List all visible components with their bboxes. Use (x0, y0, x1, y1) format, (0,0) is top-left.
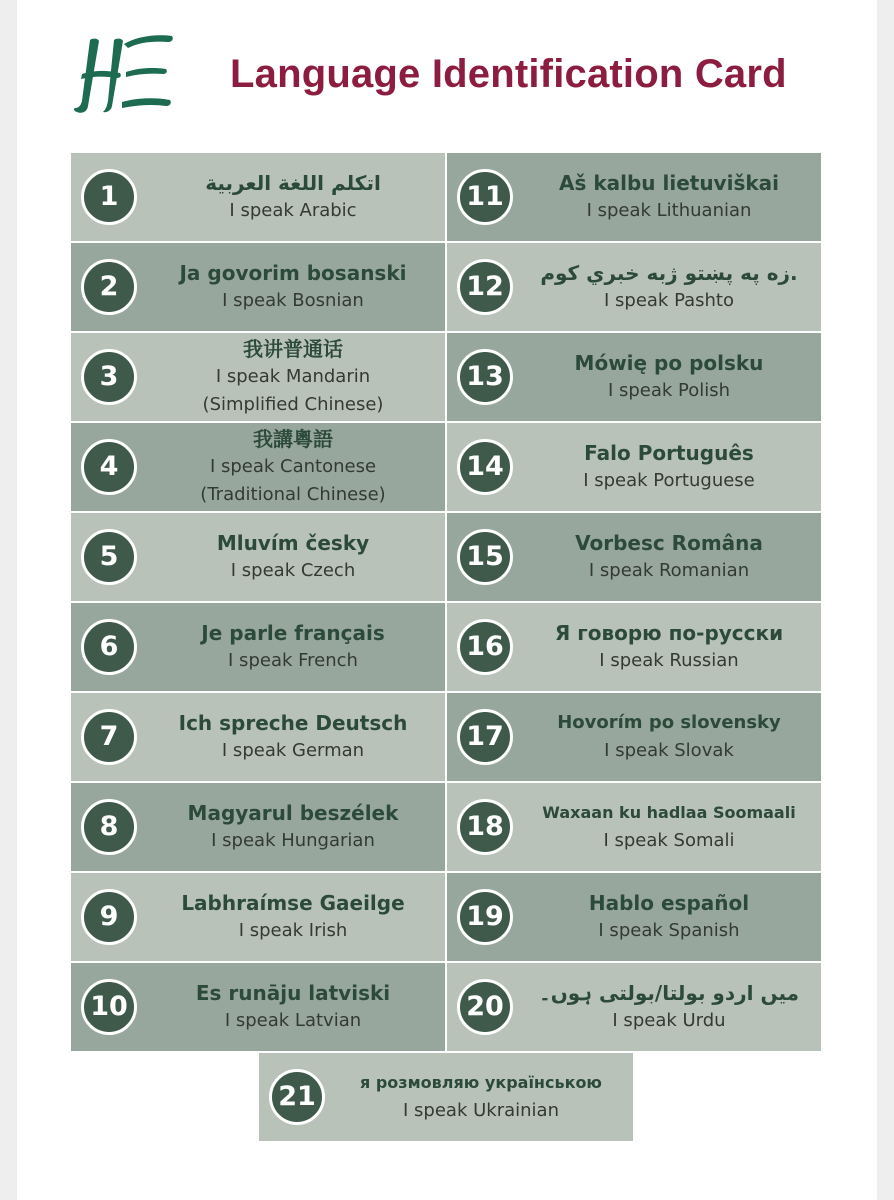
english-phrase: I speak Urdu (612, 1010, 726, 1031)
number-badge: 17 (457, 709, 513, 765)
english-phrase: I speak Cantonese (209, 456, 377, 477)
english-phrase: I speak Lithuanian (586, 200, 752, 221)
number-badge: 16 (457, 619, 513, 675)
english-phrase: I speak Romanian (588, 560, 750, 581)
number-badge: 6 (81, 619, 137, 675)
number-badge: 7 (81, 709, 137, 765)
number-badge: 2 (81, 259, 137, 315)
english-phrase: I speak Polish (607, 380, 731, 401)
language-grid (70, 152, 822, 1052)
native-phrase: Vorbesc Româna (575, 531, 763, 555)
native-phrase: Labhraímse Gaeilge (181, 891, 405, 915)
native-phrase: Я говорю по-русски (554, 621, 784, 645)
english-phrase: I speak Portuguese (583, 470, 755, 491)
hse-logo-icon (68, 32, 176, 118)
number-badge: 18 (457, 799, 513, 855)
language-cell-10 (70, 962, 446, 1052)
english-phrase: I speak Bosnian (222, 290, 364, 311)
english-phrase: I speak Hungarian (211, 830, 375, 851)
number-badge: 11 (457, 169, 513, 225)
language-cell-20 (446, 962, 822, 1052)
english-phrase: I speak Arabic (229, 200, 357, 221)
native-phrase: Mluvím česky (216, 531, 370, 555)
language-cell-6 (70, 602, 446, 692)
native-phrase: Mówię po polsku (574, 351, 764, 375)
native-phrase: Magyarul beszélek (187, 801, 399, 825)
language-cell-19 (446, 872, 822, 962)
native-phrase: اتكلم اللغة العربية (205, 171, 381, 195)
language-cell-11 (446, 152, 822, 242)
english-phrase: I speak Latvian (224, 1010, 362, 1031)
number-badge: 19 (457, 889, 513, 945)
native-phrase: Falo Português (584, 441, 754, 465)
native-phrase: Je parle français (201, 621, 385, 645)
language-cell-8 (70, 782, 446, 872)
number-badge: 15 (457, 529, 513, 585)
english-phrase: I speak Pashto (603, 290, 735, 311)
language-cell-17 (446, 692, 822, 782)
number-badge: 8 (81, 799, 137, 855)
native-phrase: Hovorím po slovensky (557, 712, 781, 733)
native-phrase: Hablo español (588, 891, 750, 915)
number-badge: 20 (457, 979, 513, 1035)
native-phrase: Ja govorim bosanski (179, 261, 407, 285)
language-cell-21 (258, 1052, 634, 1142)
number-badge: 10 (81, 979, 137, 1035)
english-phrase: I speak Czech (230, 560, 356, 581)
language-cell-16 (446, 602, 822, 692)
english-phrase: I speak Russian (599, 650, 739, 671)
language-cell-15 (446, 512, 822, 602)
page-title: Language Identification Card (230, 52, 787, 96)
number-badge: 21 (269, 1069, 325, 1125)
language-cell-2 (70, 242, 446, 332)
language-cell-18 (446, 782, 822, 872)
english-phrase: I speak Somali (603, 830, 735, 851)
language-cell-7 (70, 692, 446, 782)
english-phrase: I speak French (228, 650, 358, 671)
number-badge: 13 (457, 349, 513, 405)
native-phrase: я розмовляю українською (360, 1073, 602, 1092)
language-cell-4 (70, 422, 446, 512)
native-phrase: میں اردو بولتا/بولتی ہوں۔ (538, 981, 800, 1005)
number-badge: 4 (81, 439, 137, 495)
language-cell-1 (70, 152, 446, 242)
english-phrase: I speak Ukrainian (403, 1100, 559, 1121)
language-cell-9 (70, 872, 446, 962)
language-cell-5 (70, 512, 446, 602)
language-cell-13 (446, 332, 822, 422)
english-phrase: I speak Irish (238, 920, 348, 941)
native-phrase: زه په پښتو ژبه خبري کوم. (540, 261, 798, 285)
english-phrase-note: (Simplified Chinese) (202, 394, 384, 415)
number-badge: 9 (81, 889, 137, 945)
english-phrase: I speak Spanish (598, 920, 740, 941)
number-badge: 5 (81, 529, 137, 585)
number-badge: 12 (457, 259, 513, 315)
language-cell-3 (70, 332, 446, 422)
number-badge: 1 (81, 169, 137, 225)
english-phrase-note: (Traditional Chinese) (200, 484, 386, 505)
native-phrase: Aš kalbu lietuviškai (558, 171, 780, 195)
native-phrase: Ich spreche Deutsch (178, 711, 408, 735)
english-phrase: I speak Mandarin (215, 366, 371, 387)
native-phrase: 我講粵語 (253, 427, 333, 451)
language-cell-14 (446, 422, 822, 512)
english-phrase: I speak Slovak (604, 740, 734, 761)
native-phrase: 我讲普通话 (243, 337, 343, 361)
number-badge: 3 (81, 349, 137, 405)
native-phrase: Waxaan ku hadlaa Soomaali (542, 803, 796, 822)
language-cell-12 (446, 242, 822, 332)
number-badge: 14 (457, 439, 513, 495)
native-phrase: Es runāju latviski (195, 981, 391, 1005)
english-phrase: I speak German (221, 740, 365, 761)
